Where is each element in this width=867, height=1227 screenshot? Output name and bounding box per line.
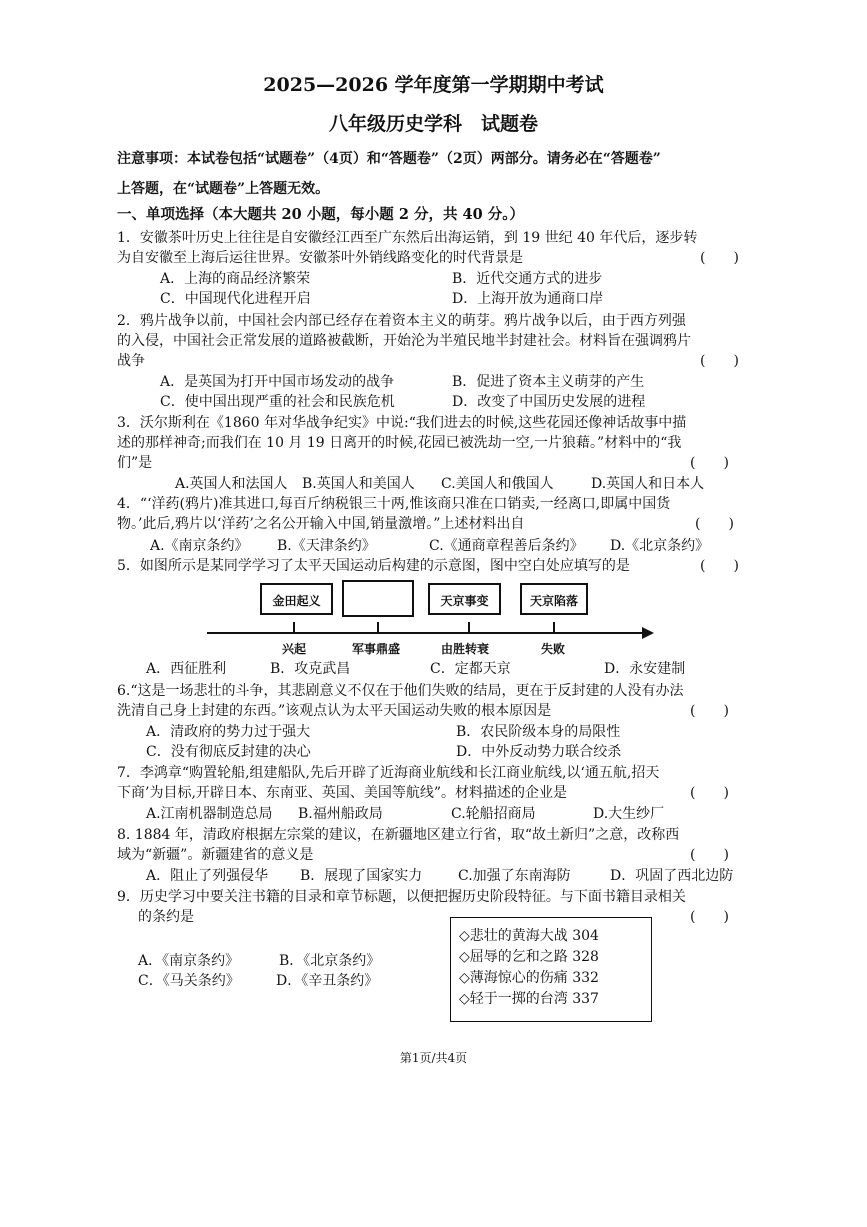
question-7-option-c: C.轮船招商局 (451, 806, 536, 822)
question-1-option-a: A．上海的商品经济繁荣 (160, 271, 311, 287)
question-8-option-c: C.加强了东南海防 (458, 868, 571, 884)
question-3-line-1: 3．沃尔斯利在《1860 年对华战争纪实》中说:“我们进去的时候,这些花园还像神话故事中描 (117, 415, 687, 431)
question-1-option-b: B．近代交通方式的进步 (452, 271, 603, 287)
question-4-option-c: C.《通商章程善后条约》 (429, 538, 584, 554)
question-9-option-b: B．《北京条约》 (279, 953, 381, 969)
question-7-option-d: D.大生纱厂 (593, 806, 665, 822)
answer-paren: ( ) (700, 558, 739, 574)
timeline-box-label: 金田起义 (272, 594, 321, 608)
timeline-stage: 由胜转衰 (441, 642, 490, 656)
answer-paren: ( ) (690, 785, 729, 801)
question-6-option-a: A．清政府的势力过于强大 (146, 724, 311, 740)
question-5-option-b: B．攻克武昌 (270, 661, 351, 677)
question-6-option-c: C．没有彻底反封建的决心 (146, 744, 311, 760)
timeline-stage: 失败 (541, 642, 566, 656)
question-4-option-a: A.《南京条约》 (150, 538, 249, 554)
question-2-option-a: A．是英国为打开中国市场发动的战争 (160, 374, 395, 390)
timeline-arrow-icon (642, 627, 654, 639)
answer-paren: ( ) (690, 909, 729, 925)
question-4-option-d: D.《北京条约》 (610, 538, 710, 554)
question-5-option-a: A．西征胜利 (146, 661, 227, 677)
exam-subtitle: 八年级历史学科 试题卷 (328, 113, 538, 135)
question-8-line-2: 域为“新疆”。新疆建省的意义是 (117, 847, 314, 863)
question-3-line-2: 述的那样神奇;而我们在 10 月 19 日离开的时候,花园已被洗劫一空,一片狼藉。”材料中的“我 (117, 435, 682, 451)
timeline-box-jintian (260, 583, 333, 615)
question-9-option-d: D．《辛丑条约》 (276, 973, 379, 989)
question-1-line-1: 1．安徽茶叶历史上往往是自安徽经江西至广东然后出海运销，到 19 世纪 40 年代后，逐步转 (117, 230, 698, 246)
timeline-stage: 兴起 (282, 642, 307, 656)
catalog-item: ◇屈辱的乞和之路 328 (459, 949, 599, 965)
section-heading: 一、单项选择（本大题共 20 小题，每小题 2 分，共 40 分。） (117, 206, 524, 223)
question-8-option-d: D．巩固了西北边防 (610, 868, 734, 884)
question-5-line-1: 5．如图所示是某同学学习了太平天国运动后构建的示意图，图中空白处应填写的是 (117, 558, 630, 574)
catalog-item: ◇薄海惊心的伤痛 332 (459, 970, 599, 986)
question-6-option-d: D．中外反动势力联合绞杀 (456, 744, 622, 760)
timeline-tick (293, 622, 295, 632)
timeline-box-label: 天京陷落 (529, 594, 578, 608)
question-7-line-2: 下商’为目标,开辟日本、东南亚、英国、美国等航线”。材料描述的企业是 (117, 785, 568, 801)
question-6-line-2: 洗清自己身上封建的东西。”该观点认为太平天国运动失败的根本原因是 (117, 703, 552, 719)
timeline-tick (468, 622, 470, 632)
question-4-option-b: B.《天津条约》 (277, 538, 376, 554)
notice-line-2: 上答题，在“试题卷”上答题无效。 (117, 181, 330, 197)
question-1-option-d: D．上海开放为通商口岸 (452, 291, 604, 307)
catalog-item: ◇悲壮的黄海大战 304 (459, 928, 599, 944)
question-1-option-c: C．中国现代化进程开启 (160, 291, 311, 307)
question-7-option-a: A.江南机器制造总局 (146, 806, 273, 822)
question-3-option-d: D.英国人和日本人 (591, 476, 705, 492)
answer-paren: ( ) (700, 250, 739, 266)
timeline-axis (207, 632, 645, 634)
answer-paren: ( ) (690, 703, 729, 719)
question-7-line-1: 7．李鸿章“购置轮船,组建船队,先后开辟了近海商业航线和长江商业航线,以‘通五航,招天 (117, 765, 660, 781)
question-4-line-2: 物。’此后,鸦片以‘洋药’之名公开输入中国,销量激增。”上述材料出自 (117, 516, 525, 532)
question-9-line-1: 9．历史学习中要关注书籍的目录和章节标题，以便把握历史阶段特征。与下面书籍目录相关 (117, 889, 686, 905)
question-3-line-3: 们”是 (117, 455, 153, 471)
question-2-option-b: B．促进了资本主义萌芽的产生 (452, 374, 645, 390)
question-8-line-1: 8. 1884 年，清政府根据左宗棠的建议，在新疆地区建立行省，取“故土新归”之意，改称西 (117, 827, 680, 843)
question-4-line-1: 4．“‘洋药(鸦片)准其进口,每百斤纳税银三十两,惟该商只准在口销卖,一经离口,即属中国货 (117, 496, 671, 512)
question-2-line-2: 的入侵，中国社会正常发展的道路被截断，开始沦为半殖民地半封建社会。材料旨在强调鸦片 (117, 333, 691, 349)
timeline-stage: 军事鼎盛 (352, 642, 401, 656)
notice-line-1: 注意事项：本试卷包括“试题卷”（4页）和“答题卷”（2页）两部分。请务必在“答题卷” (117, 151, 661, 167)
question-8-option-a: A．阻止了列强侵华 (146, 868, 269, 884)
question-9-option-a: A．《南京条约》 (138, 953, 240, 969)
answer-paren: ( ) (700, 353, 739, 369)
timeline-box-tianjing-fall (520, 583, 588, 615)
timeline-tick (377, 622, 379, 632)
book-catalog-box (450, 917, 652, 1022)
exam-title: 2025—2026 学年度第一学期期中考试 (263, 74, 604, 96)
timeline-tick (553, 622, 555, 632)
question-9-line-2: 的条约是 (138, 909, 194, 925)
answer-paren: ( ) (690, 847, 729, 863)
question-2-option-d: D．改变了中国历史发展的进程 (452, 394, 646, 410)
question-2-line-3: 战争 (117, 353, 145, 369)
question-3-option-b: B.英国人和美国人 (302, 476, 415, 492)
answer-paren: ( ) (690, 455, 729, 471)
question-9-option-c: C．《马关条约》 (138, 973, 240, 989)
timeline-box-blank (342, 580, 414, 617)
question-8-option-b: B．展现了国家实力 (300, 868, 423, 884)
timeline-box-label: 天京事变 (440, 594, 489, 608)
question-5-option-d: D．永安建制 (604, 661, 686, 677)
page-number: 第1页/共4页 (399, 1051, 468, 1065)
catalog-item: ◇轻于一掷的台湾 337 (459, 991, 599, 1007)
answer-paren: ( ) (695, 516, 734, 532)
question-1-line-2: 为自安徽至上海后运往世界。安徽茶叶外销线路变化的时代背景是 (117, 250, 523, 266)
question-6-line-1: 6.“这是一场悲壮的斗争，其悲剧意义不仅在于他们失败的结局，更在于反封建的人没有办法 (117, 683, 684, 699)
question-2-line-1: 2．鸦片战争以前，中国社会内部已经存在着资本主义的萌芽。鸦片战争以后，由于西方列强 (117, 313, 686, 329)
timeline-box-tianjing-incident (428, 583, 501, 615)
question-5-option-c: C．定都天京 (430, 661, 511, 677)
question-7-option-b: B.福州船政局 (298, 806, 383, 822)
question-3-option-a: A.英国人和法国人 (175, 476, 288, 492)
question-2-option-c: C．使中国出现严重的社会和民族危机 (160, 394, 395, 410)
question-3-option-c: C.美国人和俄国人 (441, 476, 554, 492)
question-6-option-b: B．农民阶级本身的局限性 (456, 724, 621, 740)
